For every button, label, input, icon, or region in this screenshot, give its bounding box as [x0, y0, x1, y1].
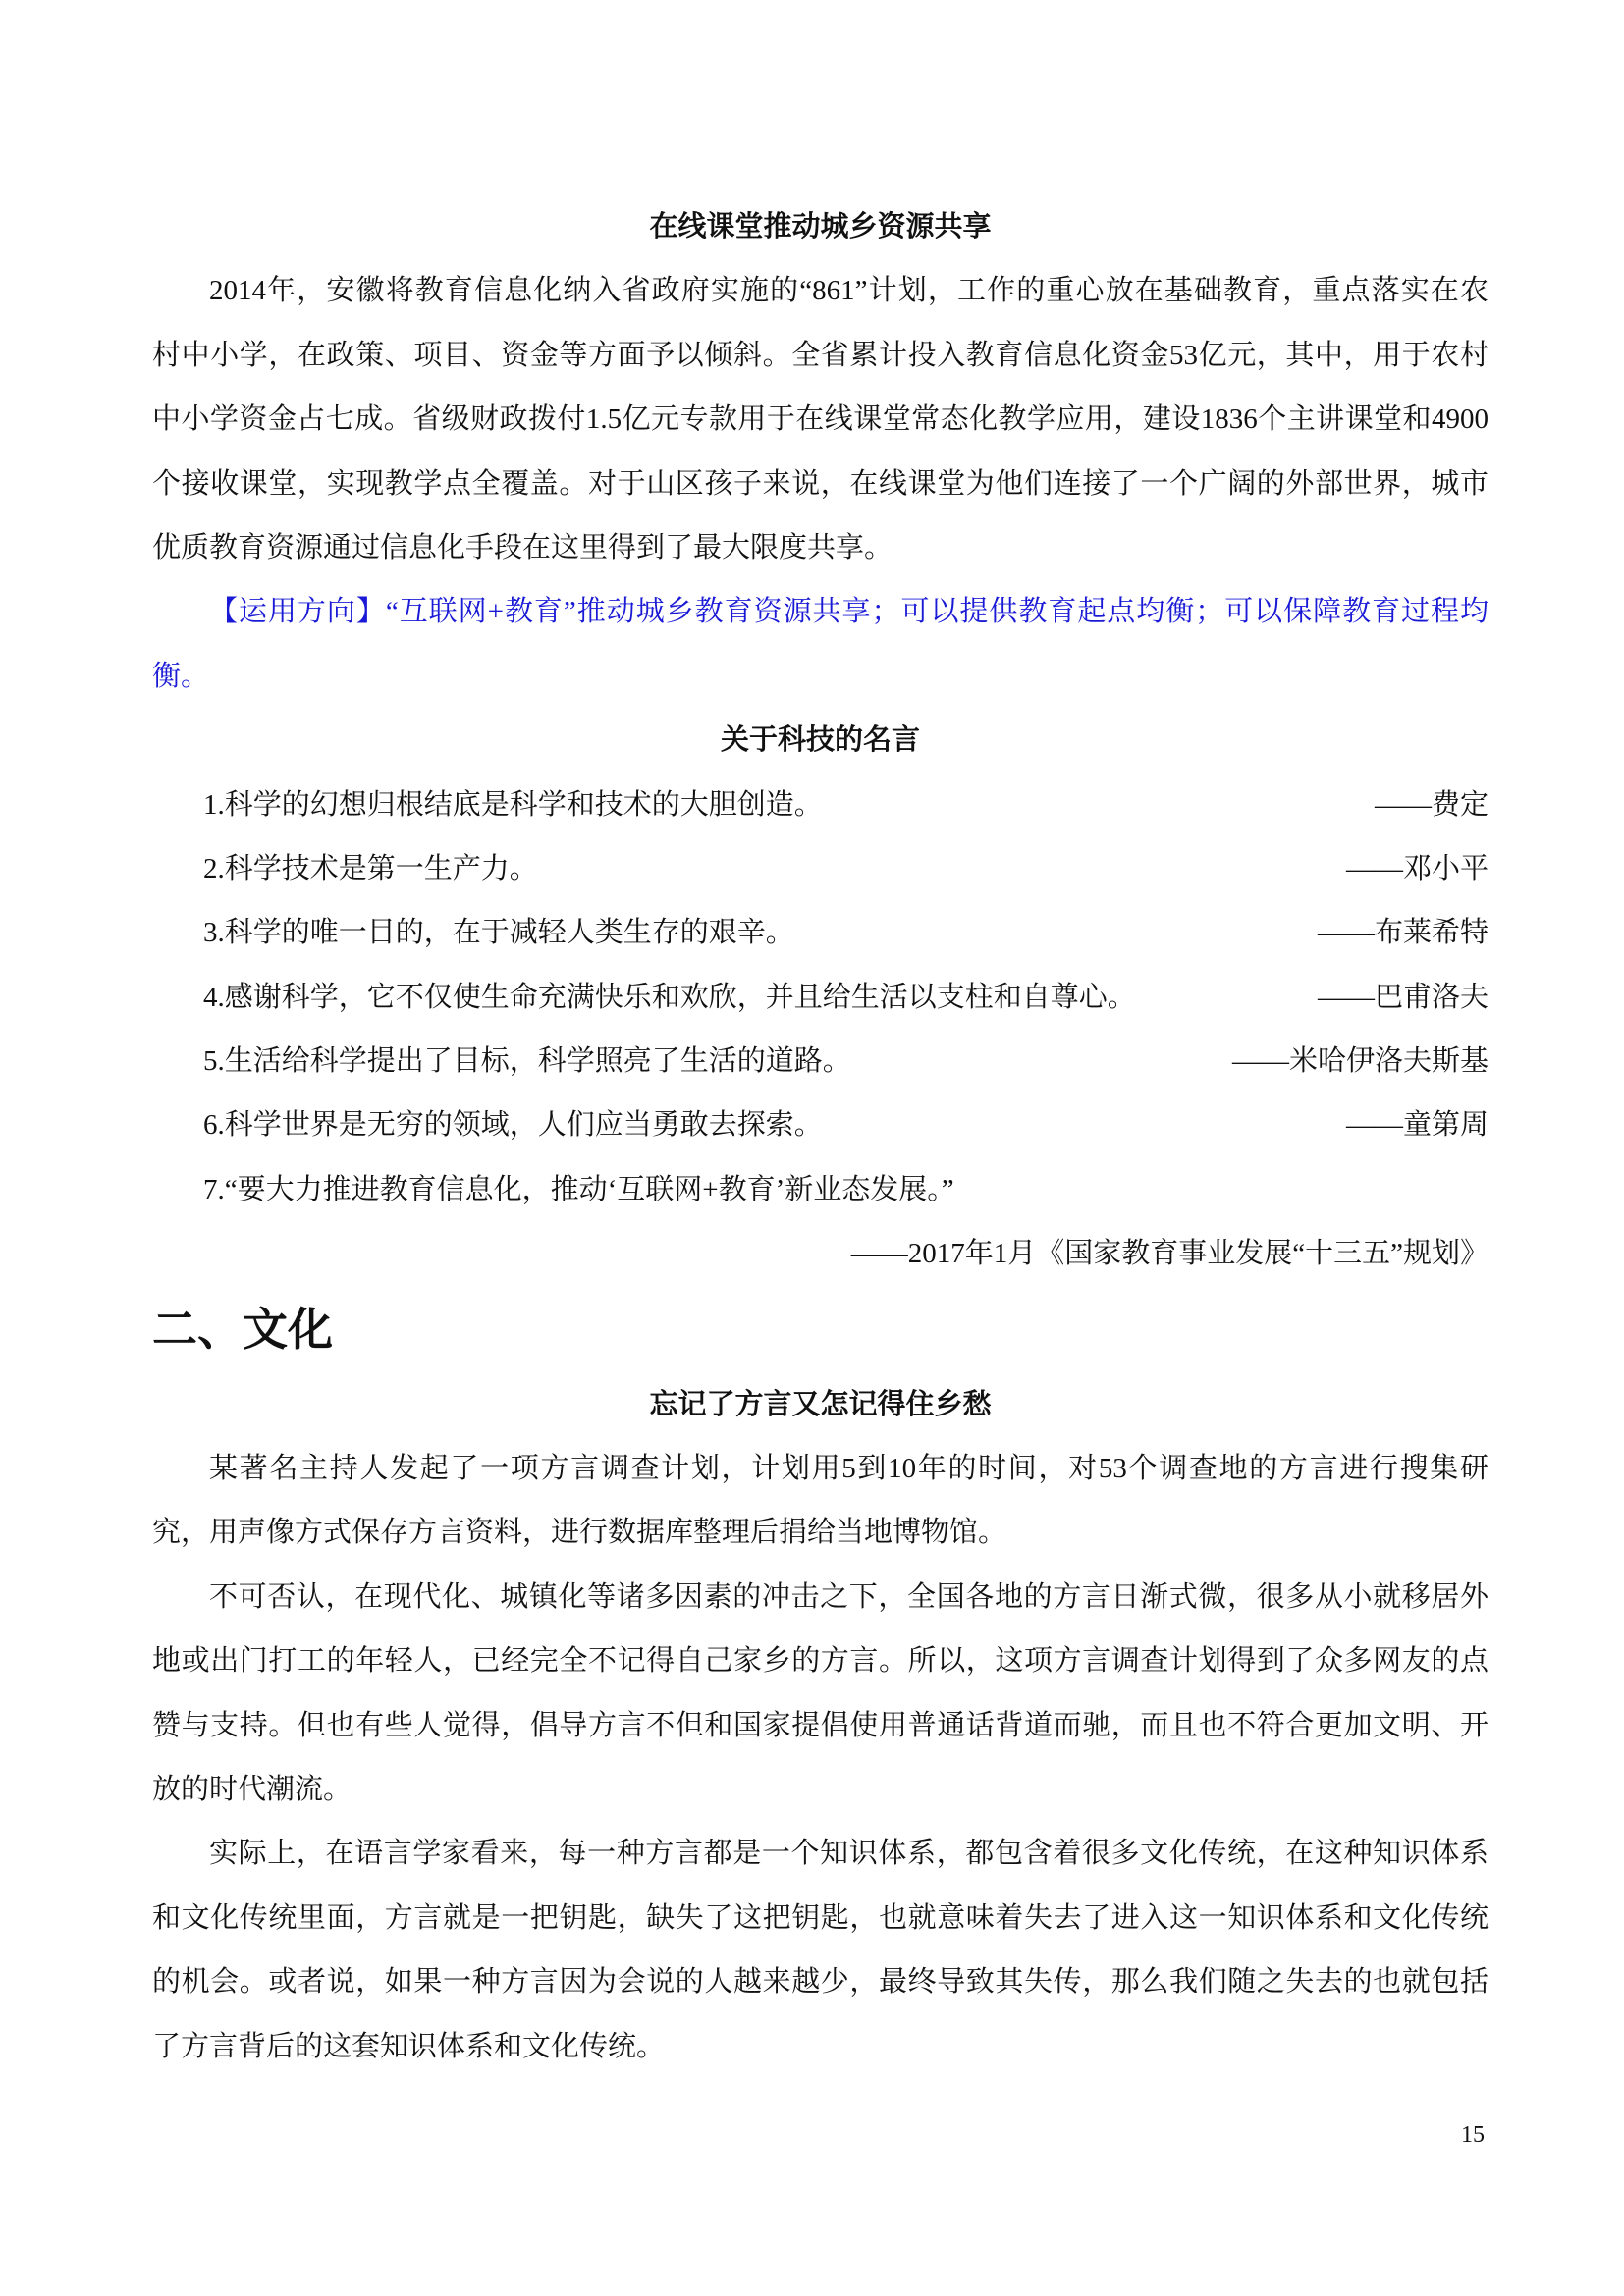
paragraph-line: 和文化传统里面，方言就是一把钥匙，缺失了这把钥匙，也就意味着失去了进入这一知识体系和文化传统 [152, 1901, 1489, 1934]
paragraph-line: 中小学资金占七成。省级财政拨付1.5亿元专款用于在线课堂常态化教学应用，建设1836个主讲课堂和4900 [152, 403, 1489, 436]
section-title: 忘记了方言又怎记得住乡愁 [649, 1388, 992, 1420]
quote-item [152, 837, 1489, 901]
quote-author: ——布莱希特 [1317, 917, 1489, 949]
quote-text: 7.“要大力推进教育信息化，推动‘互联网+教育’新业态发展。” [203, 1173, 954, 1205]
quote-item [152, 1030, 1489, 1094]
quote-text: 2.科学技术是第一生产力。 [203, 852, 538, 884]
paragraph-line: 优质教育资源通过信息化手段在这里得到了最大限度共享。 [152, 531, 893, 563]
quote-text: 6.科学世界是无穷的领域，人们应当勇敢去探索。 [203, 1109, 823, 1142]
quote-text: 4.感谢科学，它不仅使生命充满快乐和欢欣，并且给生活以支柱和自尊心。 [203, 981, 1136, 1013]
quote-item [152, 1158, 1489, 1222]
quote-text: 5.生活给科学提出了目标，科学照亮了生活的道路。 [203, 1045, 851, 1078]
quote-item [152, 966, 1489, 1030]
quote-source: ——2017年1月《国家教育事业发展“十三五”规划》 [850, 1238, 1489, 1270]
paragraph-line: 了方言背后的这套知识体系和文化传统。 [152, 2030, 666, 2062]
paragraph-line: 放的时代潮流。 [152, 1773, 352, 1805]
application-line: 【运用方向】“互联网+教育”推动城乡教育资源共享；可以提供教育起点均衡；可以保障教育过程均 [209, 596, 1489, 628]
quote-author: ——童第周 [1345, 1109, 1489, 1142]
paragraph-line: 赞与支持。但也有些人觉得，倡导方言不但和国家提倡使用普通话背道而驰，而且也不符合更加文明、开 [152, 1709, 1489, 1741]
paragraph-line: 的机会。或者说，如果一种方言因为会说的人越来越少，最终导致其失传，那么我们随之失去的也就包括 [152, 1966, 1489, 1999]
paragraph-line: 某著名主持人发起了一项方言调查计划，计划用5到10年的时间，对53个调查地的方言进行搜集研 [209, 1453, 1489, 1485]
chapter-heading: 二、文化 [152, 1304, 333, 1355]
paragraph-line: 村中小学，在政策、项目、资金等方面予以倾斜。全省累计投入教育信息化资金53亿元，其中，用于农村 [152, 339, 1489, 371]
paragraph-line: 不可否认，在现代化、城镇化等诸多因素的冲击之下，全国各地的方言日渐式微，很多从小就移居外 [209, 1580, 1489, 1613]
paragraph-line: 2014年，安徽将教育信息化纳入省政府实施的“861”计划，工作的重心放在基础教育，重点落实在农 [209, 275, 1489, 307]
paragraph-line: 究，用声像方式保存方言资料，进行数据库整理后捐给当地博物馆。 [152, 1517, 1007, 1549]
paragraph-line: 地或出门打工的年轻人，已经完全不记得自己家乡的方言。所以，这项方言调查计划得到了众多网友的点 [152, 1645, 1489, 1678]
quote-item [152, 774, 1489, 837]
paragraph-line: 实际上，在语言学家看来，每一种方言都是一个知识体系，都包含着很多文化传统，在这种知识体系 [209, 1838, 1489, 1870]
quote-author: ——费定 [1374, 788, 1489, 821]
quote-text: 1.科学的幻想归根结底是科学和技术的大胆创造。 [203, 788, 823, 821]
paragraph-line: 个接收课堂，实现教学点全覆盖。对于山区孩子来说，在线课堂为他们连接了一个广阔的外部世界，城市 [152, 467, 1489, 500]
section-title: 关于科技的名言 [720, 724, 920, 757]
quote-text: 3.科学的唯一目的，在于减轻人类生存的艰辛。 [203, 917, 794, 949]
quote-author: ——巴甫洛夫 [1317, 981, 1489, 1013]
document-page [152, 195, 1489, 2079]
application-line: 衡。 [152, 660, 210, 692]
quote-item [152, 1094, 1489, 1157]
quote-author: ——米哈伊洛夫斯基 [1231, 1045, 1489, 1078]
quote-author: ——邓小平 [1345, 852, 1489, 884]
quote-item [152, 901, 1489, 965]
page-number: 15 [1461, 2122, 1485, 2148]
section-title: 在线课堂推动城乡资源共享 [649, 211, 992, 242]
